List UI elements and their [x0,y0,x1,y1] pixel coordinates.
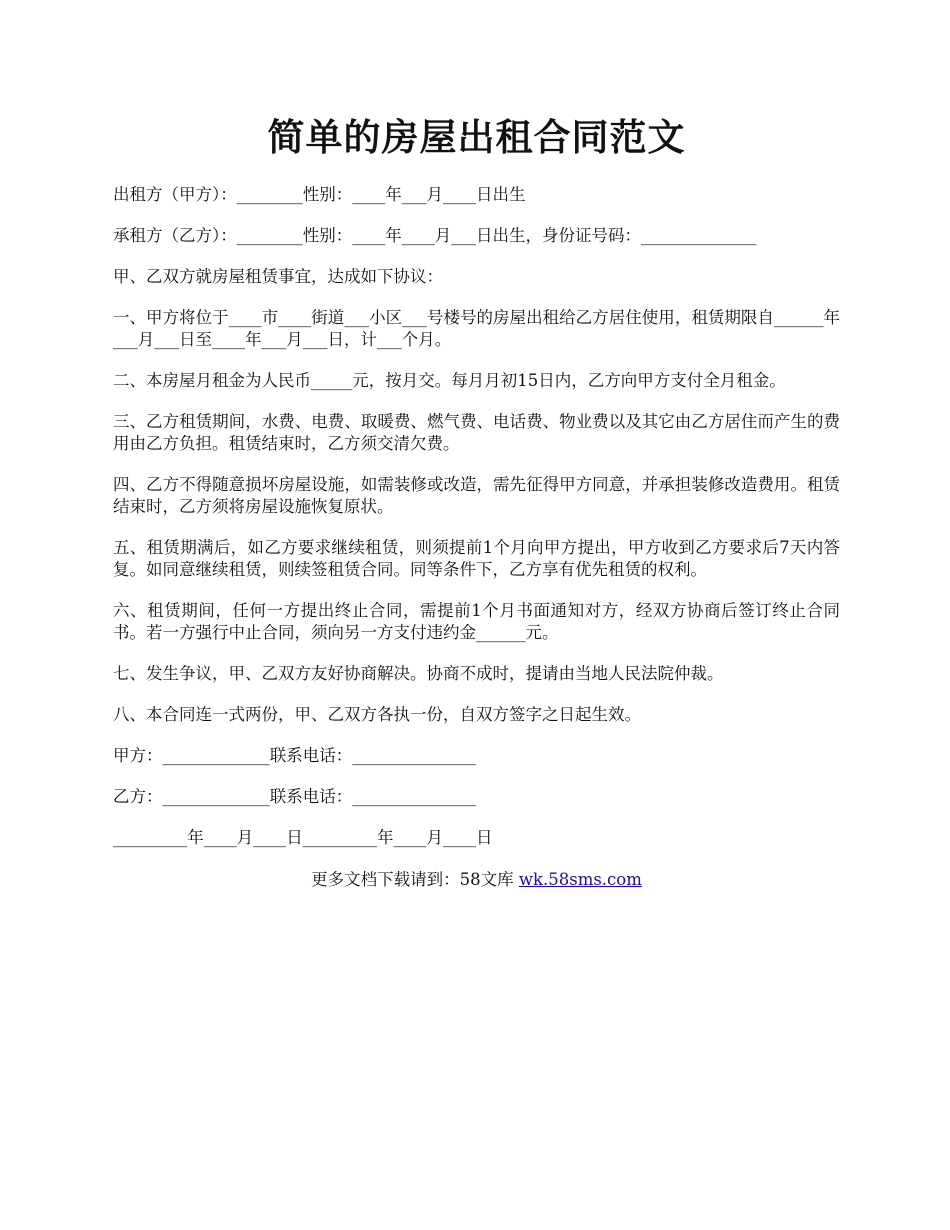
footer-link[interactable]: wk.58sms.com [518,870,642,889]
clause-6: 六、租赁期间，任何一方提出终止合同，需提前1个月书面通知对方，经双方协商后签订终止合同书。若一方强行中止合同，须向另一方支付违约金______元。 [113,601,840,642]
clause-7: 七、发生争议，甲、乙双方友好协商解决。协商不成时，提请由当地人民法院仲裁。 [113,664,724,683]
document-title: 简单的房屋出租合同范文 [267,115,686,159]
clause-1: 一、甲方将位于____市____街道___小区___号楼号的房屋出租给乙方居住使用，租赁期限自______年___月___日至____年___月___日，计___个月。 [113,308,840,349]
footer-text: 更多文档下载请到：58文库 [311,870,519,889]
signing-date-line: _________年____月____日_________年____月____日 [113,828,493,847]
clause-4: 四、乙方不得随意损坏房屋设施，如需装修或改造，需先征得甲方同意，并承担装修改造费用。租赁结束时，乙方须将房屋设施恢复原状。 [113,475,840,516]
party-b-signature-line: 乙方：_____________联系电话：_______________ [113,787,476,806]
party-a-signature-line: 甲方：_____________联系电话：_______________ [113,746,476,765]
clause-5: 五、租赁期满后，如乙方要求继续租赁，则须提前1个月向甲方提出，甲方收到乙方要求后7天内答复。如同意继续租赁，则续签租赁合同。同等条件下，乙方享有优先租赁的权利。 [113,538,840,579]
lessor-line: 出租方（甲方）：________性别：____年___月____日出生 [113,185,526,204]
document-page [113,112,840,891]
download-footer [113,869,840,891]
lessee-line: 承租方（乙方）：________性别：____年____月___日出生，身份证号码：______________ [113,226,757,245]
agreement-intro: 甲、乙双方就房屋租赁事宜，达成如下协议： [113,267,443,286]
clause-8: 八、本合同连一式两份，甲、乙双方各执一份，自双方签字之日起生效。 [113,705,641,724]
clause-2: 二、本房屋月租金为人民币_____元，按月交。每月月初15日内，乙方向甲方支付全月租金。 [113,371,786,390]
clause-3: 三、乙方租赁期间，水费、电费、取暖费、燃气费、电话费、物业费以及其它由乙方居住而产生的费用由乙方负担。租赁结束时，乙方须交清欠费。 [113,412,840,453]
